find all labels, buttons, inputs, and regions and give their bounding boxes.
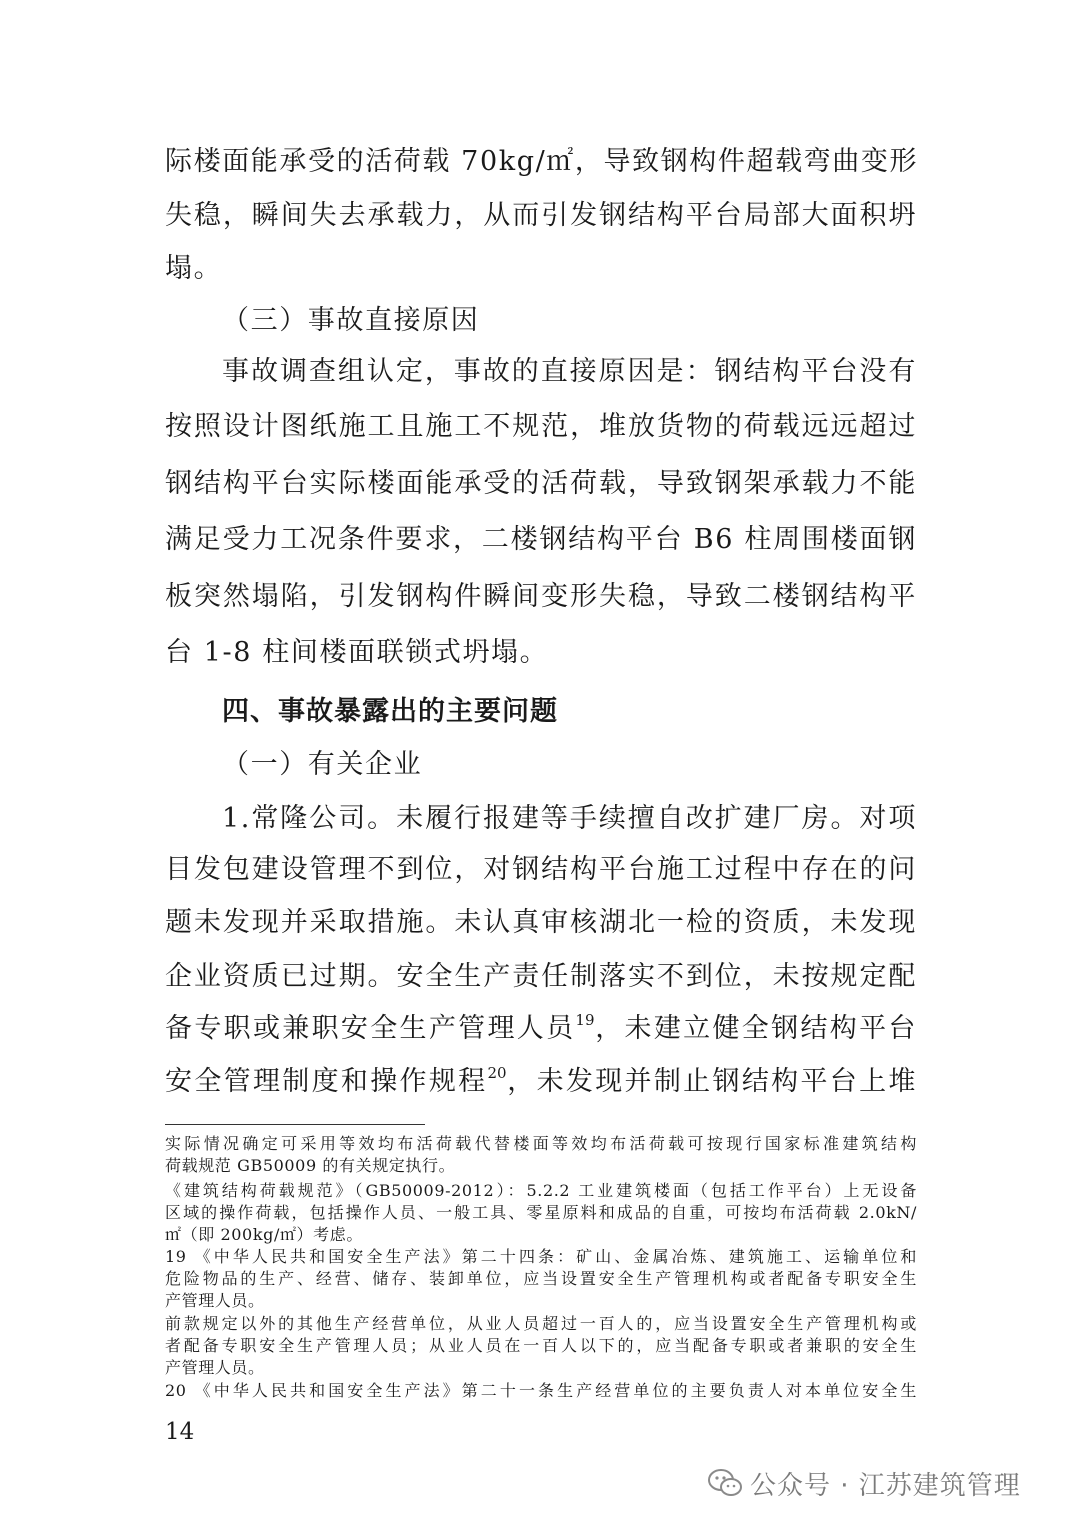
body-text: ，未建立健全钢结构平台 (594, 1013, 917, 1044)
body-line: 台 1-8 柱间楼面联锁式坍塌。 (165, 637, 549, 668)
body-line (165, 1009, 917, 1049)
watermark-text: 公众号 · 江苏建筑管理 (750, 1470, 1021, 1501)
body-text: 安全管理制度和操作规程 (165, 1066, 488, 1097)
body-line (165, 1062, 917, 1102)
watermark (708, 1463, 1021, 1503)
body-line: 题未发现并采取措施。未认真审核湖北一检的资质，未发现 (165, 907, 917, 938)
body-line: 事故调查组认定，事故的直接原因是：钢结构平台没有 (222, 356, 917, 387)
body-line: 塌。 (165, 253, 223, 284)
body-text: ，未发现并制止钢结构平台上堆 (506, 1066, 917, 1097)
body-line: 目发包建设管理不到位，对钢结构平台施工过程中存在的问 (165, 854, 917, 885)
footnote-line: 者配备专职安全生产管理人员；从业人员在一百人以下的，应当配备专职或者兼职的安全生 (165, 1336, 917, 1355)
body-line: 失稳，瞬间失去承载力，从而引发钢结构平台局部大面积坍 (165, 200, 917, 231)
body-line: 满足受力工况条件要求，二楼钢结构平台 B6 柱周围楼面钢 (165, 524, 917, 555)
page-number: 14 (165, 1419, 195, 1445)
footnote-line: 《建筑结构荷载规范》（GB50009-2012）：5.2.2 工业建筑楼面（包括工作平台）上无设备 (165, 1181, 917, 1200)
footnote-divider (165, 1124, 425, 1125)
body-line: 钢结构平台实际楼面能承受的活荷载，导致钢架承载力不能 (165, 468, 917, 499)
body-text: 备专职或兼职安全生产管理人员 (165, 1013, 576, 1044)
wechat-icon (708, 1468, 742, 1498)
footnote-line: 产管理人员。 (165, 1358, 265, 1377)
body-line: 企业资质已过期。安全生产责任制落实不到位，未按规定配 (165, 961, 917, 992)
section-heading-main-problems: 四、事故暴露出的主要问题 (222, 696, 558, 727)
section-heading-direct-cause: （三）事故直接原因 (222, 305, 480, 336)
subsection-heading-enterprises: （一）有关企业 (222, 749, 423, 780)
footnote-line: 实际情况确定可采用等效均布活荷载代替楼面等效均布活荷载可按现行国家标准建筑结构 (165, 1134, 917, 1153)
footnote-line: 区域的操作荷载，包括操作人员、一般工具、零星原料和成品的自重，可按均布活荷载 2.0kN/ (165, 1203, 917, 1222)
body-line: 板突然塌陷，引发钢构件瞬间变形失稳，导致二楼钢结构平 (165, 581, 917, 612)
footnote-line: 产管理人员。 (165, 1291, 265, 1310)
body-line: 际楼面能承受的活荷载 70kg/㎡，导致钢构件超载弯曲变形 (165, 146, 919, 177)
footnote-line: ㎡（即 200kg/㎡）考虑。 (165, 1225, 363, 1244)
footnote-line: 危险物品的生产、经营、储存、装卸单位，应当设置安全生产管理机构或者配备专职安全生 (165, 1269, 917, 1288)
footnote-line: 前款规定以外的其他生产经营单位，从业人员超过一百人的，应当设置安全生产管理机构或 (165, 1314, 917, 1333)
body-line: 1.常隆公司。未履行报建等手续擅自改扩建厂房。对项 (222, 803, 917, 834)
footnote-line: 19 《中华人民共和国安全生产法》第二十四条：矿山、金属冶炼、建筑施工、运输单位和 (165, 1247, 917, 1266)
footnote-line: 20 《中华人民共和国安全生产法》第二十一条生产经营单位的主要负责人对本单位安全生 (165, 1381, 917, 1400)
footnote-ref-20: 20 (487, 1064, 507, 1082)
body-line: 按照设计图纸施工且施工不规范，堆放货物的荷载远远超过 (165, 411, 917, 442)
footnote-ref-19: 19 (575, 1011, 595, 1029)
footnote-line: 荷载规范 GB50009 的有关规定执行。 (165, 1156, 456, 1175)
